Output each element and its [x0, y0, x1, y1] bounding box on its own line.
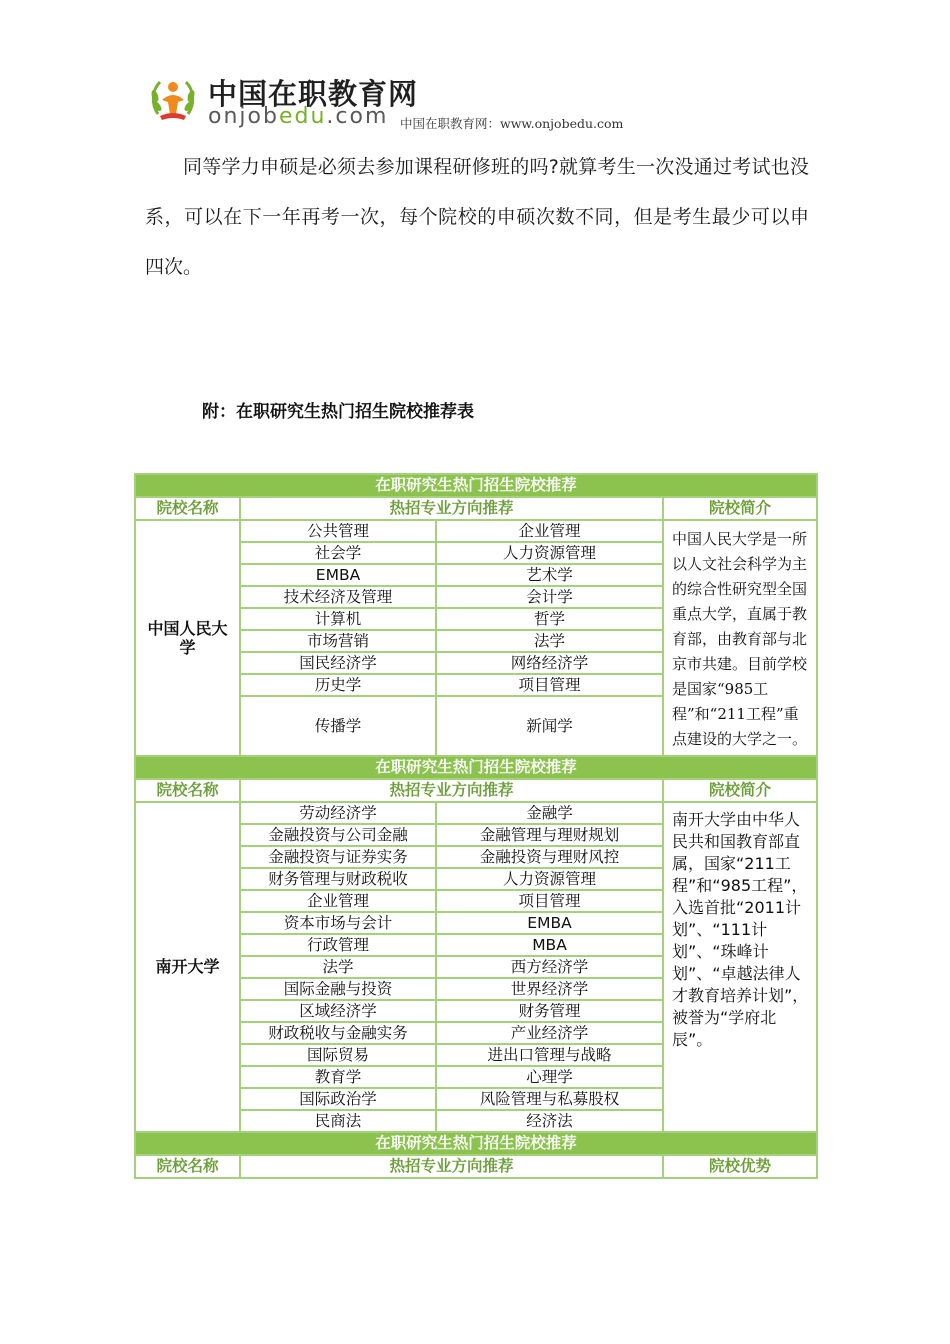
major-cell: 历史学 — [240, 674, 436, 696]
major-cell: EMBA — [436, 912, 663, 934]
table-banner: 在职研究生热门招生院校推荐 — [135, 474, 817, 497]
major-cell: 艺术学 — [436, 564, 663, 586]
col-intro-header: 院校简介 — [663, 779, 817, 802]
table-header-row — [135, 1155, 817, 1178]
major-cell: 风险管理与私募股权 — [436, 1088, 663, 1110]
logo-sub-mid: edu — [278, 104, 327, 129]
major-cell: 国民经济学 — [240, 652, 436, 674]
table-banner: 在职研究生热门招生院校推荐 — [135, 1132, 817, 1155]
major-cell: 计算机 — [240, 608, 436, 630]
major-cell: 项目管理 — [436, 674, 663, 696]
school-intro — [663, 802, 817, 1132]
header-url[interactable]: 中国在职教育网：www.onjobedu.com — [400, 116, 624, 131]
site-logo[interactable] — [148, 72, 419, 129]
table-banner-row — [135, 474, 817, 497]
table-banner-row — [135, 756, 817, 779]
major-cell: 企业管理 — [240, 890, 436, 912]
school-intro-text: 南开大学由中华人民共和国教育部直属，国家“211工程”和“985工程”，入选首批“2011计划”、“111计划”、“珠峰计划”、“卓越法律人才教育培养计划”，被誉为“学府北辰”。 — [672, 810, 809, 1049]
col-school-header: 院校名称 — [135, 497, 240, 520]
col-advantage-header: 院校优势 — [663, 1155, 817, 1178]
col-majors-header: 热招专业方向推荐 — [240, 1155, 663, 1178]
school-intro — [663, 520, 817, 756]
major-cell: 哲学 — [436, 608, 663, 630]
major-cell: 劳动经济学 — [240, 802, 436, 824]
major-cell: 金融管理与理财规划 — [436, 824, 663, 846]
major-cell: 公共管理 — [240, 520, 436, 542]
appendix-title: 附：在职研究生热门招生院校推荐表 — [202, 402, 474, 422]
major-cell: 金融投资与公司金融 — [240, 824, 436, 846]
major-cell: 会计学 — [436, 586, 663, 608]
major-cell: 法学 — [240, 956, 436, 978]
major-cell: 金融投资与理财风控 — [436, 846, 663, 868]
major-cell: 世界经济学 — [436, 978, 663, 1000]
table-banner: 在职研究生热门招生院校推荐 — [135, 756, 817, 779]
col-school-header: 院校名称 — [135, 1155, 240, 1178]
major-cell: 人力资源管理 — [436, 868, 663, 890]
school-intro-text: 中国人民大学是一所以人文社会科学为主的综合性研究型全国重点大学，直属于教育部，由教育部与北京市共建。目前学校是国家“985工程”和“211工程”重点建设的大学之一。 — [672, 530, 808, 748]
major-cell: EMBA — [240, 564, 436, 586]
laurel-person-icon — [148, 74, 198, 124]
major-cell: 社会学 — [240, 542, 436, 564]
table-header-row — [135, 497, 817, 520]
major-cell: 法学 — [436, 630, 663, 652]
table-row — [135, 520, 817, 542]
major-cell: 行政管理 — [240, 934, 436, 956]
major-cell: 西方经济学 — [436, 956, 663, 978]
major-cell: 项目管理 — [436, 890, 663, 912]
major-cell: 传播学 — [240, 696, 436, 756]
school-name: 中国人民大学 — [135, 520, 240, 756]
major-cell: MBA — [436, 934, 663, 956]
table-row — [135, 802, 817, 824]
school-name: 南开大学 — [135, 802, 240, 1132]
major-cell: 企业管理 — [436, 520, 663, 542]
major-cell: 财务管理与财政税收 — [240, 868, 436, 890]
major-cell: 区域经济学 — [240, 1000, 436, 1022]
table-header-row — [135, 779, 817, 802]
col-school-header: 院校名称 — [135, 779, 240, 802]
major-cell: 财政税收与金融实务 — [240, 1022, 436, 1044]
major-cell: 经济法 — [436, 1110, 663, 1132]
major-cell: 国际政治学 — [240, 1088, 436, 1110]
major-cell: 金融学 — [436, 802, 663, 824]
major-cell: 心理学 — [436, 1066, 663, 1088]
col-majors-header: 热招专业方向推荐 — [240, 779, 663, 802]
major-cell: 资本市场与会计 — [240, 912, 436, 934]
major-cell: 教育学 — [240, 1066, 436, 1088]
col-intro-header: 院校简介 — [663, 497, 817, 520]
major-cell: 网络经济学 — [436, 652, 663, 674]
major-cell: 技术经济及管理 — [240, 586, 436, 608]
major-cell: 国际金融与投资 — [240, 978, 436, 1000]
intro-paragraph: 同等学力申硕是必须去参加课程研修班的吗?就算考生一次没通过考试也没系，可以在下一年再考一次，每个院校的申硕次数不同，但是考生最少可以申四次。 — [145, 156, 809, 278]
major-cell: 金融投资与证券实务 — [240, 846, 436, 868]
major-cell: 财务管理 — [436, 1000, 663, 1022]
major-cell: 进出口管理与战略 — [436, 1044, 663, 1066]
logo-sub-right: .com — [326, 104, 389, 129]
col-majors-header: 热招专业方向推荐 — [240, 497, 663, 520]
major-cell: 新闻学 — [436, 696, 663, 756]
major-cell: 人力资源管理 — [436, 542, 663, 564]
major-cell: 国际贸易 — [240, 1044, 436, 1066]
logo-title: 中国在职教育网 — [208, 77, 419, 111]
table-banner-row — [135, 1132, 817, 1155]
major-cell: 产业经济学 — [436, 1022, 663, 1044]
major-cell: 民商法 — [240, 1110, 436, 1132]
logo-subtitle — [208, 104, 388, 129]
major-cell: 市场营销 — [240, 630, 436, 652]
logo-sub-left: onjob — [208, 104, 279, 129]
school-recommendation-table — [134, 473, 818, 1179]
